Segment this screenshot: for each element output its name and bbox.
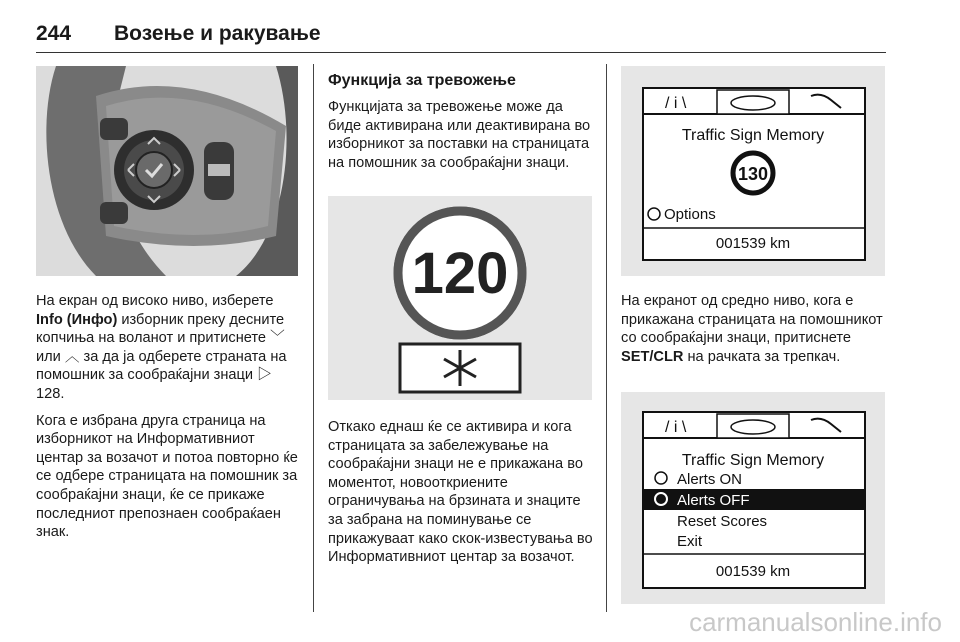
screen1-title: Traffic Sign Memory [681, 127, 825, 144]
column-divider-2 [606, 64, 607, 612]
svg-text:/ i \: / i \ [665, 419, 687, 436]
col3-paragraph-1 [621, 292, 887, 366]
speed-limit-sign-figure [328, 196, 592, 400]
col3-p1-text: На екранот од средно ниво, кога е прикажана страницата на помошникот со сообраќајни знаци, притиснете [621, 293, 883, 347]
col1-paragraph-1 [36, 292, 300, 404]
chevron-up-icon: ︿ [64, 348, 80, 365]
display-screen-figure-1 [621, 66, 885, 276]
col3-p1-text2: на рачката за трепкач. [683, 348, 841, 365]
col2-paragraph-1: Функцијата за тревожење може да биде активирана или деактивирана во изборникот за поставки на страницата на помошник за сообраќајни знаци. [328, 99, 591, 171]
sign-speed-value: 120 [411, 241, 509, 306]
menu-item-exit[interactable]: Exit [677, 533, 703, 550]
page-ref-arrow-icon: ▷ [257, 367, 272, 384]
page-number: 244 [36, 22, 72, 45]
page-header [36, 22, 321, 46]
col1-p1-text3: за да ја одберете страната на помошник за сообраќајни знаци [36, 348, 287, 384]
svg-text:/ i \: / i \ [665, 95, 687, 112]
menu-item-reset-scores[interactable]: Reset Scores [677, 513, 768, 530]
screen2-title: Traffic Sign Memory [681, 452, 825, 469]
menu-item-alerts-on[interactable]: Alerts ON [677, 471, 743, 488]
display-screen-figure-2 [621, 392, 885, 604]
col1-text [36, 292, 300, 550]
col1-p1-or: или [36, 348, 65, 365]
watermark: carmanualsonline.info [689, 607, 942, 637]
steering-wheel-figure [36, 66, 298, 276]
col1-paragraph-2: Кога е избрана друга страница на изборникот на Информативниот центар за возачот и потоа повторно ќе се одбере страницата на помошник за сообраќајни знаци, ќе се прикаже последниот препознаен сообраќаен знак. [36, 412, 298, 541]
screen1-options: Options [664, 206, 716, 223]
page-reference[interactable]: 128. [36, 385, 65, 402]
menu-item-alerts-off[interactable]: Alerts OFF [677, 492, 750, 509]
section-title: Возење и ракување [114, 22, 321, 45]
chevron-down-icon: ﹀ [270, 330, 285, 347]
col1-p1-text: На екран од високо ниво, изберете [36, 293, 274, 309]
col2-paragraph-2: Откако еднаш ќе се активира и кога страницата за забележување на сообраќајни знаци не е прикажана во моментот, новооткриените ограничувања на брзината и знаците за забрана на поминување се прикажуваат како скок-известувања во Информативниот центар за возачот. [328, 419, 593, 566]
screen1-speed: 130 [737, 164, 769, 184]
set-clr-label: SET/CLR [621, 348, 684, 365]
col1-p1-text2: изборник преку десните копчиња на воланот и притиснете [36, 311, 285, 347]
column-divider-1 [313, 64, 314, 612]
screen2-odometer: 001539 km [715, 563, 791, 580]
section-heading: Функција за тревожење [328, 72, 516, 89]
screen1-odometer: 001539 km [715, 235, 791, 252]
info-menu-label: Info (Инфо) [36, 311, 118, 328]
header-rule [36, 52, 886, 53]
